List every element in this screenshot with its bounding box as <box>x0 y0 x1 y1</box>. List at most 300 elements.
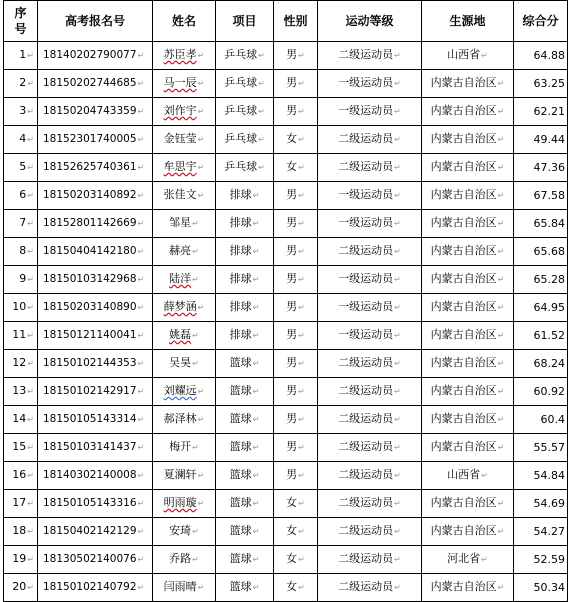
cell-gender-text: 男 <box>286 188 298 201</box>
paragraph-mark-icon: ↵ <box>27 303 34 312</box>
table-row <box>4 378 568 406</box>
paragraph-mark-icon: ↵ <box>252 359 260 368</box>
cell-exam-id <box>38 126 153 154</box>
cell-sport-text: 排球 <box>229 188 252 201</box>
paragraph-mark-icon: ↵ <box>497 219 505 228</box>
cell-gender <box>274 294 318 322</box>
paragraph-mark-icon: ↵ <box>481 555 488 564</box>
cell-score <box>514 126 568 154</box>
cell-level-text: 一级运动员 <box>338 104 394 117</box>
cell-level-text: 二级运动员 <box>338 496 394 509</box>
paragraph-mark-icon: ↵ <box>394 247 401 256</box>
cell-level <box>318 518 422 546</box>
cell-gender <box>274 70 318 98</box>
paragraph-mark-icon: ↵ <box>137 499 145 508</box>
cell-sport <box>216 182 274 210</box>
paragraph-mark-icon: ↵ <box>27 163 34 172</box>
paragraph-mark-icon: ↵ <box>298 555 305 564</box>
cell-gender-text: 男 <box>286 468 298 481</box>
cell-origin-text: 山西省 <box>447 48 481 61</box>
cell-name <box>153 98 216 126</box>
paragraph-mark-icon: ↵ <box>298 219 305 228</box>
cell-level-text: 二级运动员 <box>338 384 394 397</box>
cell-gender <box>274 154 318 182</box>
cell-origin-text: 内蒙古自治区 <box>430 188 497 201</box>
paragraph-mark-icon: ↵ <box>192 443 199 452</box>
cell-origin-text: 内蒙古自治区 <box>430 440 497 453</box>
cell-level-text: 二级运动员 <box>338 356 394 369</box>
cell-no <box>4 546 38 574</box>
cell-origin-text: 内蒙古自治区 <box>430 580 497 593</box>
cell-level <box>318 546 422 574</box>
paragraph-mark-icon: ↵ <box>497 135 505 144</box>
paragraph-mark-icon: ↵ <box>497 331 505 340</box>
cell-no-text: 11 <box>12 328 27 341</box>
table-row <box>4 434 568 462</box>
header-no: 序号 <box>4 1 38 42</box>
cell-name-text: 闫雨晴 <box>163 580 197 593</box>
cell-origin-text: 内蒙古自治区 <box>430 524 497 537</box>
table-row <box>4 518 568 546</box>
cell-no-text: 20 <box>12 580 27 593</box>
cell-name-text: 赫亮 <box>169 244 192 257</box>
cell-sport-text: 篮球 <box>229 552 252 565</box>
cell-gender-text: 女 <box>286 524 298 537</box>
cell-no-text: 8 <box>19 244 27 257</box>
cell-no <box>4 154 38 182</box>
cell-level-text: 一级运动员 <box>338 76 394 89</box>
paragraph-mark-icon: ↵ <box>394 191 401 200</box>
cell-score-text: 60.92 <box>533 384 565 398</box>
cell-no <box>4 322 38 350</box>
cell-no-text: 15 <box>12 440 27 453</box>
cell-level-text: 一级运动员 <box>338 272 394 285</box>
cell-origin <box>422 350 514 378</box>
cell-exam-id <box>38 98 153 126</box>
cell-name <box>153 350 216 378</box>
cell-no <box>4 462 38 490</box>
paragraph-mark-icon: ↵ <box>481 51 488 60</box>
admissions-table <box>3 0 568 602</box>
paragraph-mark-icon: ↵ <box>298 387 305 396</box>
cell-no <box>4 182 38 210</box>
cell-name-text: 牟思宇 <box>163 160 197 173</box>
cell-sport <box>216 490 274 518</box>
cell-exam-id-text: 18150202744685 <box>43 77 137 89</box>
cell-no-text: 14 <box>12 412 27 425</box>
cell-gender <box>274 518 318 546</box>
cell-sport-text: 排球 <box>229 272 252 285</box>
paragraph-mark-icon: ↵ <box>394 275 401 284</box>
cell-name-text: 陆洋 <box>169 272 192 285</box>
cell-sport-text: 乒乓球 <box>224 132 258 145</box>
table-row <box>4 406 568 434</box>
paragraph-mark-icon: ↵ <box>481 471 488 480</box>
paragraph-mark-icon: ↵ <box>252 219 260 228</box>
paragraph-mark-icon: ↵ <box>192 275 199 284</box>
header-sport: 项目 <box>216 1 274 42</box>
cell-origin-text: 内蒙古自治区 <box>430 216 497 229</box>
cell-no <box>4 98 38 126</box>
paragraph-mark-icon: ↵ <box>27 583 34 592</box>
cell-gender-text: 女 <box>286 160 298 173</box>
cell-level-text: 一级运动员 <box>338 216 394 229</box>
header-row <box>4 1 568 42</box>
paragraph-mark-icon: ↵ <box>497 359 505 368</box>
header-level: 运动等级 <box>318 1 422 42</box>
cell-level <box>318 378 422 406</box>
paragraph-mark-icon: ↵ <box>197 303 205 312</box>
cell-name-text: 邹星 <box>169 216 192 229</box>
cell-sport <box>216 350 274 378</box>
paragraph-mark-icon: ↵ <box>394 415 401 424</box>
cell-origin-text: 内蒙古自治区 <box>430 244 497 257</box>
cell-gender-text: 男 <box>286 104 298 117</box>
cell-origin <box>422 210 514 238</box>
paragraph-mark-icon: ↵ <box>252 303 260 312</box>
paragraph-mark-icon: ↵ <box>298 79 305 88</box>
header-score: 综合分 <box>514 1 568 42</box>
cell-score <box>514 42 568 70</box>
paragraph-mark-icon: ↵ <box>27 555 34 564</box>
paragraph-mark-icon: ↵ <box>298 303 305 312</box>
cell-score <box>514 210 568 238</box>
paragraph-mark-icon: ↵ <box>298 471 305 480</box>
cell-exam-id <box>38 518 153 546</box>
cell-origin-text: 内蒙古自治区 <box>430 328 497 341</box>
cell-name <box>153 210 216 238</box>
paragraph-mark-icon: ↵ <box>298 359 305 368</box>
cell-origin <box>422 294 514 322</box>
cell-sport-text: 篮球 <box>229 440 252 453</box>
cell-no-text: 2 <box>19 76 27 89</box>
cell-level <box>318 406 422 434</box>
cell-gender-text: 男 <box>286 48 298 61</box>
cell-level <box>318 434 422 462</box>
table-row <box>4 210 568 238</box>
cell-score-text: 68.24 <box>533 356 565 370</box>
cell-name-text: 吴昊 <box>169 356 192 369</box>
cell-gender <box>274 126 318 154</box>
paragraph-mark-icon: ↵ <box>27 107 34 116</box>
paragraph-mark-icon: ↵ <box>497 247 505 256</box>
cell-origin <box>422 266 514 294</box>
cell-origin <box>422 322 514 350</box>
cell-no <box>4 126 38 154</box>
cell-exam-id-text: 18150203140890 <box>43 301 137 313</box>
cell-level-text: 二级运动员 <box>338 440 394 453</box>
cell-score <box>514 434 568 462</box>
paragraph-mark-icon: ↵ <box>298 191 305 200</box>
cell-origin-text: 内蒙古自治区 <box>430 160 497 173</box>
cell-sport <box>216 70 274 98</box>
paragraph-mark-icon: ↵ <box>27 191 34 200</box>
paragraph-mark-icon: ↵ <box>192 247 199 256</box>
cell-no-text: 10 <box>12 300 27 313</box>
cell-sport <box>216 42 274 70</box>
cell-sport-text: 篮球 <box>229 524 252 537</box>
paragraph-mark-icon: ↵ <box>258 79 265 88</box>
paragraph-mark-icon: ↵ <box>192 555 199 564</box>
cell-name <box>153 266 216 294</box>
table-row <box>4 546 568 574</box>
cell-no-text: 12 <box>12 356 27 369</box>
paragraph-mark-icon: ↵ <box>197 79 205 88</box>
paragraph-mark-icon: ↵ <box>394 331 401 340</box>
cell-gender <box>274 266 318 294</box>
paragraph-mark-icon: ↵ <box>27 443 34 452</box>
paragraph-mark-icon: ↵ <box>27 79 34 88</box>
cell-no <box>4 406 38 434</box>
cell-gender-text: 男 <box>286 440 298 453</box>
paragraph-mark-icon: ↵ <box>252 583 260 592</box>
paragraph-mark-icon: ↵ <box>137 415 145 424</box>
cell-exam-id <box>38 546 153 574</box>
cell-sport-text: 排球 <box>229 300 252 313</box>
paragraph-mark-icon: ↵ <box>258 51 265 60</box>
paragraph-mark-icon: ↵ <box>497 107 505 116</box>
cell-sport-text: 乒乓球 <box>224 76 258 89</box>
paragraph-mark-icon: ↵ <box>394 303 401 312</box>
cell-name-text: 马一辰 <box>163 76 197 89</box>
paragraph-mark-icon: ↵ <box>497 443 505 452</box>
paragraph-mark-icon: ↵ <box>252 415 260 424</box>
cell-name-text: 金钰莹 <box>163 132 197 145</box>
cell-level-text: 一级运动员 <box>338 188 394 201</box>
paragraph-mark-icon: ↵ <box>197 191 205 200</box>
cell-score-text: 65.68 <box>533 244 565 258</box>
cell-sport-text: 篮球 <box>229 412 252 425</box>
cell-name <box>153 434 216 462</box>
table-row <box>4 154 568 182</box>
cell-sport <box>216 322 274 350</box>
cell-origin-text: 内蒙古自治区 <box>430 384 497 397</box>
paragraph-mark-icon: ↵ <box>298 247 305 256</box>
cell-gender <box>274 350 318 378</box>
paragraph-mark-icon: ↵ <box>394 107 401 116</box>
cell-level-text: 二级运动员 <box>338 160 394 173</box>
cell-level <box>318 182 422 210</box>
paragraph-mark-icon: ↵ <box>197 135 205 144</box>
paragraph-mark-icon: ↵ <box>27 51 34 60</box>
cell-exam-id <box>38 350 153 378</box>
cell-gender-text: 女 <box>286 552 298 565</box>
cell-exam-id-text: 18150103142968 <box>43 273 137 285</box>
paragraph-mark-icon: ↵ <box>298 443 305 452</box>
cell-level-text: 二级运动员 <box>338 48 394 61</box>
cell-score <box>514 490 568 518</box>
paragraph-mark-icon: ↵ <box>394 527 401 536</box>
paragraph-mark-icon: ↵ <box>137 247 145 256</box>
cell-score-text: 47.36 <box>533 160 565 174</box>
cell-name-text: 乔路 <box>169 552 192 565</box>
cell-sport-text: 篮球 <box>229 384 252 397</box>
cell-sport-text: 排球 <box>229 328 252 341</box>
table-row <box>4 350 568 378</box>
cell-sport-text: 篮球 <box>229 580 252 593</box>
cell-gender <box>274 98 318 126</box>
cell-sport <box>216 266 274 294</box>
cell-exam-id-text: 18150203140892 <box>43 189 137 201</box>
paragraph-mark-icon: ↵ <box>394 135 401 144</box>
cell-level <box>318 462 422 490</box>
cell-gender <box>274 462 318 490</box>
cell-exam-id-text: 18150103141437 <box>43 441 137 453</box>
paragraph-mark-icon: ↵ <box>298 499 305 508</box>
paragraph-mark-icon: ↵ <box>298 51 305 60</box>
cell-name <box>153 490 216 518</box>
cell-no <box>4 266 38 294</box>
cell-origin-text: 内蒙古自治区 <box>430 300 497 313</box>
paragraph-mark-icon: ↵ <box>252 275 260 284</box>
cell-score <box>514 70 568 98</box>
cell-exam-id <box>38 490 153 518</box>
cell-score <box>514 574 568 602</box>
cell-score <box>514 518 568 546</box>
cell-no <box>4 378 38 406</box>
cell-gender-text: 女 <box>286 132 298 145</box>
header-origin: 生源地 <box>422 1 514 42</box>
cell-sport <box>216 294 274 322</box>
cell-exam-id-text: 18150105143314 <box>43 413 137 425</box>
paragraph-mark-icon: ↵ <box>252 331 260 340</box>
cell-exam-id <box>38 378 153 406</box>
cell-exam-id <box>38 182 153 210</box>
cell-name-text: 郝泽林 <box>163 412 197 425</box>
paragraph-mark-icon: ↵ <box>137 471 145 480</box>
table-row <box>4 574 568 602</box>
paragraph-mark-icon: ↵ <box>298 275 305 284</box>
cell-name <box>153 294 216 322</box>
cell-no <box>4 434 38 462</box>
cell-origin-text: 内蒙古自治区 <box>430 412 497 425</box>
cell-no-text: 19 <box>12 552 27 565</box>
cell-level-text: 二级运动员 <box>338 412 394 425</box>
cell-sport <box>216 462 274 490</box>
paragraph-mark-icon: ↵ <box>137 219 145 228</box>
cell-sport <box>216 546 274 574</box>
cell-name <box>153 238 216 266</box>
cell-origin <box>422 154 514 182</box>
table-row <box>4 322 568 350</box>
cell-origin <box>422 70 514 98</box>
paragraph-mark-icon: ↵ <box>258 135 265 144</box>
paragraph-mark-icon: ↵ <box>137 163 145 172</box>
paragraph-mark-icon: ↵ <box>252 527 260 536</box>
paragraph-mark-icon: ↵ <box>27 331 34 340</box>
cell-sport <box>216 126 274 154</box>
cell-origin <box>422 406 514 434</box>
cell-no-text: 7 <box>19 216 27 229</box>
paragraph-mark-icon: ↵ <box>394 163 401 172</box>
paragraph-mark-icon: ↵ <box>137 107 145 116</box>
cell-score <box>514 378 568 406</box>
cell-gender <box>274 210 318 238</box>
cell-no-text: 13 <box>12 384 27 397</box>
paragraph-mark-icon: ↵ <box>298 107 305 116</box>
cell-level <box>318 294 422 322</box>
cell-name <box>153 182 216 210</box>
cell-gender-text: 男 <box>286 244 298 257</box>
cell-level <box>318 350 422 378</box>
paragraph-mark-icon: ↵ <box>137 331 145 340</box>
cell-name-text: 刘作宇 <box>163 104 197 117</box>
cell-level-text: 二级运动员 <box>338 552 394 565</box>
cell-origin <box>422 434 514 462</box>
cell-level <box>318 210 422 238</box>
cell-level <box>318 42 422 70</box>
cell-sport-text: 排球 <box>229 216 252 229</box>
paragraph-mark-icon: ↵ <box>298 331 305 340</box>
cell-gender-text: 男 <box>286 216 298 229</box>
cell-gender <box>274 434 318 462</box>
cell-origin-text: 内蒙古自治区 <box>430 132 497 145</box>
cell-exam-id <box>38 406 153 434</box>
cell-score <box>514 462 568 490</box>
cell-no-text: 17 <box>12 496 27 509</box>
cell-sport <box>216 98 274 126</box>
paragraph-mark-icon: ↵ <box>137 583 145 592</box>
cell-name <box>153 322 216 350</box>
cell-level-text: 二级运动员 <box>338 524 394 537</box>
cell-no-text: 1 <box>19 48 27 61</box>
paragraph-mark-icon: ↵ <box>394 555 401 564</box>
cell-origin-text: 内蒙古自治区 <box>430 272 497 285</box>
cell-gender <box>274 546 318 574</box>
cell-score <box>514 406 568 434</box>
cell-score <box>514 294 568 322</box>
cell-sport-text: 乒乓球 <box>224 104 258 117</box>
cell-level <box>318 98 422 126</box>
cell-no-text: 3 <box>19 104 27 117</box>
paragraph-mark-icon: ↵ <box>298 583 305 592</box>
cell-sport <box>216 574 274 602</box>
cell-name <box>153 406 216 434</box>
paragraph-mark-icon: ↵ <box>497 583 505 592</box>
cell-score-text: 54.69 <box>533 496 565 510</box>
cell-score-text: 60.4 <box>540 412 565 426</box>
cell-origin <box>422 574 514 602</box>
cell-score-text: 54.84 <box>533 468 565 482</box>
paragraph-mark-icon: ↵ <box>497 303 505 312</box>
cell-exam-id-text: 18140202790077 <box>43 49 137 61</box>
cell-no <box>4 490 38 518</box>
table-row <box>4 238 568 266</box>
paragraph-mark-icon: ↵ <box>27 415 34 424</box>
cell-no <box>4 70 38 98</box>
table-row <box>4 126 568 154</box>
cell-gender-text: 女 <box>286 580 298 593</box>
cell-name <box>153 518 216 546</box>
cell-score <box>514 238 568 266</box>
cell-origin <box>422 126 514 154</box>
cell-score-text: 62.21 <box>533 104 565 118</box>
cell-origin <box>422 490 514 518</box>
cell-exam-id-text: 18150102144353 <box>43 357 137 369</box>
paragraph-mark-icon: ↵ <box>394 359 401 368</box>
cell-no-text: 4 <box>19 132 27 145</box>
cell-score-text: 65.84 <box>533 216 565 230</box>
cell-origin-text: 河北省 <box>447 552 481 565</box>
paragraph-mark-icon: ↵ <box>497 387 505 396</box>
cell-gender <box>274 378 318 406</box>
cell-gender-text: 男 <box>286 272 298 285</box>
paragraph-mark-icon: ↵ <box>298 527 305 536</box>
cell-exam-id-text: 18150102142917 <box>43 385 137 397</box>
cell-level <box>318 490 422 518</box>
paragraph-mark-icon: ↵ <box>192 527 199 536</box>
cell-score-text: 65.28 <box>533 272 565 286</box>
